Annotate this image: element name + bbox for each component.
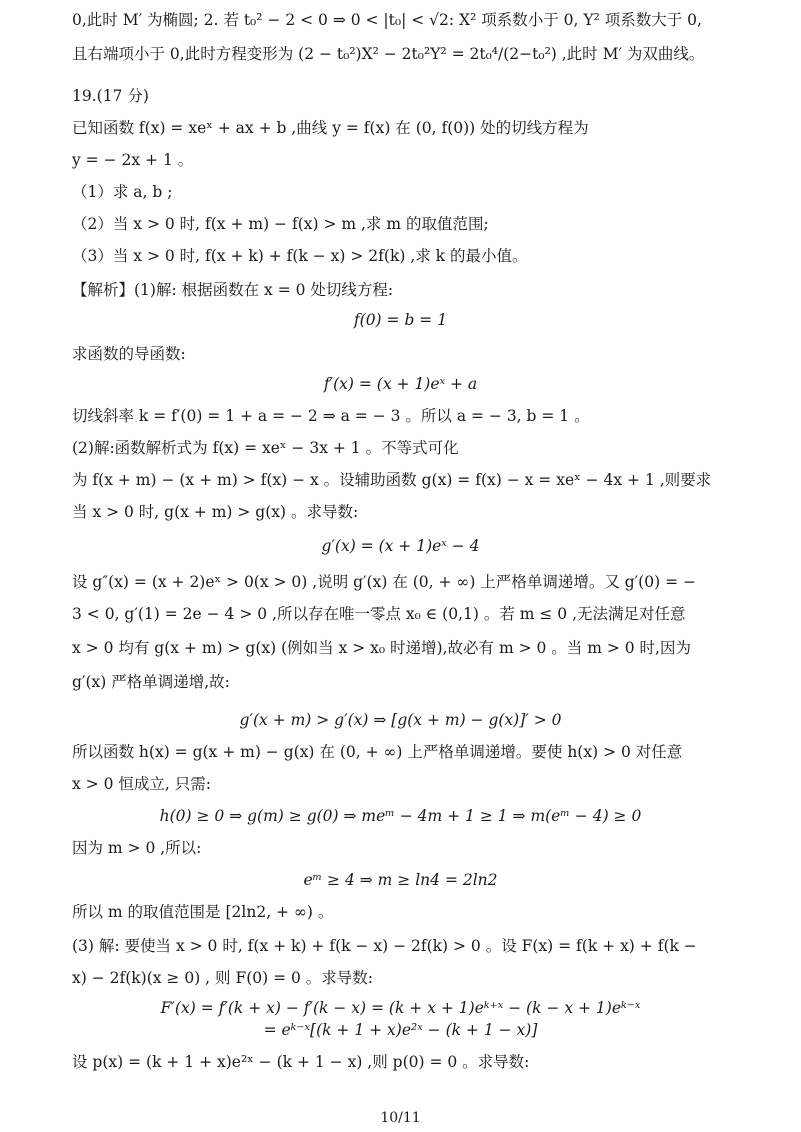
formula: f′(x) = (x + 1)eˣ + a xyxy=(323,375,478,393)
formula: eᵐ ≥ 4 ⇒ m ≥ ln4 = 2ln2 xyxy=(303,871,498,889)
text-line: 0,此时 M′ 为椭圆; 2. 若 t₀² − 2 < 0 ⇒ 0 < |t₀| < √2: X² 项系数小于 0, Y² 项系数大于 0, xyxy=(72,11,702,29)
text-line: 当 x > 0 时, g(x + m) > g(x) 。求导数: xyxy=(72,503,359,521)
text-line: x) − 2f(k)(x ≥ 0) , 则 F(0) = 0 。求导数: xyxy=(72,969,374,987)
problem-number: 19.(17 分) xyxy=(72,87,149,105)
text-line: (2)解:函数解析式为 f(x) = xeˣ − 3x + 1 。不等式可化 xyxy=(72,439,459,457)
text-line: 为 f(x + m) − (x + m) > f(x) − x 。设辅助函数 g(x) = f(x) − x = xeˣ − 4x + 1 ,则要求 xyxy=(72,471,712,489)
formula: h(0) ≥ 0 ⇒ g(m) ≥ g(0) ⇒ meᵐ − 4m + 1 ≥ 1 ⇒ m(eᵐ − 4) ≥ 0 xyxy=(159,807,642,825)
formula: g′(x) = (x + 1)eˣ − 4 xyxy=(321,537,480,555)
formula: g′(x + m) > g′(x) ⇒ [g(x + m) − g(x)]′ > 0 xyxy=(239,711,562,729)
text-line: 3 < 0, g′(1) = 2e − 4 > 0 ,所以存在唯一零点 x₀ ∈ (0,1) 。若 m ≤ 0 ,无法满足对任意 xyxy=(72,605,686,623)
formula: f(0) = b = 1 xyxy=(353,311,448,329)
question-part: （1）求 a, b ; xyxy=(72,183,173,201)
text-line: 已知函数 f(x) = xeˣ + ax + b ,曲线 y = f(x) 在 (0, f(0)) 处的切线方程为 xyxy=(72,119,589,137)
text-line: x > 0 恒成立, 只需: xyxy=(72,775,211,793)
formula: F′(x) = f′(k + x) − f′(k − x) = (k + x + 1)eᵏ⁺ˣ − (k − x + 1)eᵏ⁻ˣ xyxy=(160,999,641,1017)
solution-heading: 【解析】(1)解: 根据函数在 x = 0 处切线方程: xyxy=(72,281,394,299)
text-line: 设 p(x) = (k + 1 + x)e²ˣ − (k + 1 − x) ,则 p(0) = 0 。求导数: xyxy=(72,1053,530,1071)
text-line: 且右端项小于 0,此时方程变形为 (2 − t₀²)X² − 2t₀²Y² = 2t₀⁴/(2−t₀²) ,此时 M′ 为双曲线。 xyxy=(72,45,705,63)
text-line: 所以 m 的取值范围是 [2ln2, + ∞) 。 xyxy=(72,903,334,921)
text-line: y = − 2x + 1 。 xyxy=(72,151,194,169)
text-line: 求函数的导函数: xyxy=(72,345,186,363)
formula: = eᵏ⁻ˣ[(k + 1 + x)e²ˣ − (k + 1 − x)] xyxy=(263,1021,538,1039)
text-line: x > 0 均有 g(x + m) > g(x) (例如当 x > x₀ 时递增),故必有 m > 0 。当 m > 0 时,因为 xyxy=(72,639,691,657)
text-line: 切线斜率 k = f′(0) = 1 + a = − 2 ⇒ a = − 3 。所以 a = − 3, b = 1 。 xyxy=(72,407,590,425)
text-line: g′(x) 严格单调递增,故: xyxy=(72,673,230,691)
question-part: （3）当 x > 0 时, f(x + k) + f(k − x) > 2f(k) ,求 k 的最小值。 xyxy=(72,247,528,265)
text-line: 因为 m > 0 ,所以: xyxy=(72,839,202,857)
text-line: 设 g″(x) = (x + 2)eˣ > 0(x > 0) ,说明 g′(x) 在 (0, + ∞) 上严格单调递增。又 g′(0) = − xyxy=(72,573,696,591)
page-number: 10/11 xyxy=(380,1110,421,1126)
text-line: 所以函数 h(x) = g(x + m) − g(x) 在 (0, + ∞) 上严格单调递增。要使 h(x) > 0 对任意 xyxy=(72,743,683,761)
text-line: (3) 解: 要使当 x > 0 时, f(x + k) + f(k − x) − 2f(k) > 0 。设 F(x) = f(k + x) + f(k − xyxy=(72,937,697,955)
question-part: （2）当 x > 0 时, f(x + m) − f(x) > m ,求 m 的取值范围; xyxy=(72,215,489,233)
